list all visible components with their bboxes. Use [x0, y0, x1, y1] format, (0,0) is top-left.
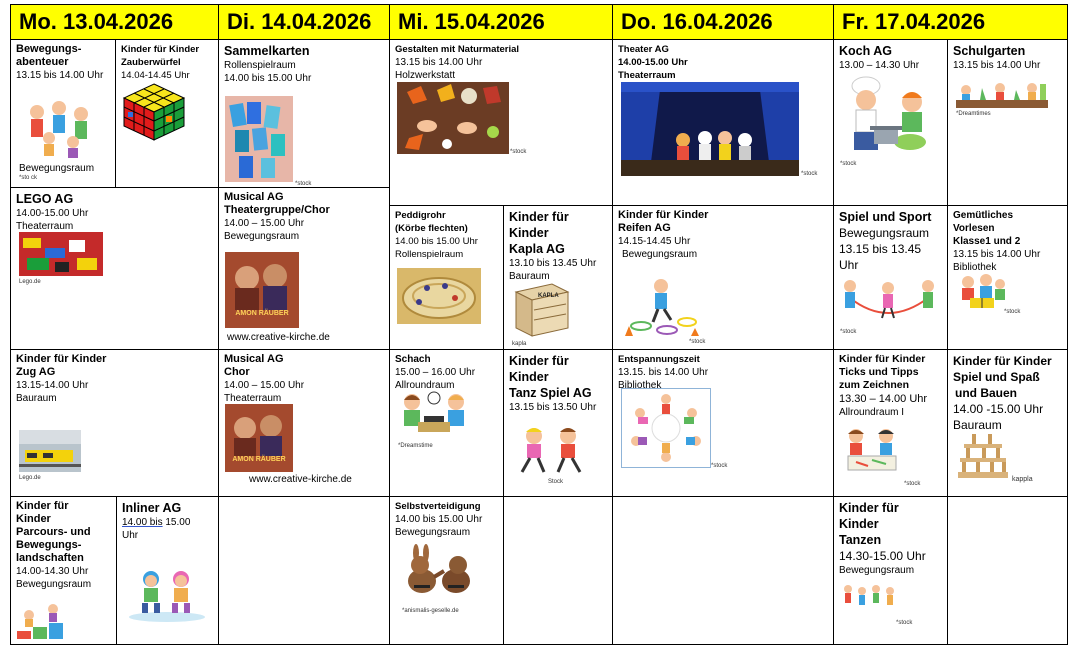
activity-schulgarten [947, 39, 1068, 206]
activity-room: Bauraum [953, 418, 1002, 432]
activity-title-2: Kinder [509, 226, 549, 240]
activity-title: Kinder für Kinder [121, 44, 200, 55]
activity-time-unit: Uhr [122, 530, 139, 541]
activity-title: Schach [395, 354, 431, 365]
activity-room: Theaterraum [224, 393, 282, 404]
activity-room: Allroundraum [395, 380, 455, 391]
activity-title-3: und Bauen [955, 386, 1017, 400]
activity-title-1: Kinder für Kinder [839, 353, 926, 365]
activity-time: 13.15 bis 14.00 Uhr [953, 60, 1041, 71]
activity-time: 14.00 bis 15.00 Uhr [395, 514, 483, 525]
activity-peddigrohr [389, 205, 504, 350]
activity-title-2: abenteuer [16, 56, 69, 68]
activity-ticks-tipps [833, 349, 948, 497]
activity-title-1: Kinder für [509, 210, 569, 224]
image-source: *stock [295, 181, 312, 187]
activity-zauberwuerfel [115, 39, 219, 188]
image-source: *Dreamstime [398, 443, 433, 449]
image-source: www.creative-kirche.de [227, 332, 330, 343]
activity-title-3: Tanzen [839, 533, 882, 547]
musical-poster-image [225, 404, 293, 472]
activity-title-2: Vorlesen [953, 223, 995, 234]
activity-spiel-sport [833, 205, 948, 350]
image-source: *stock [840, 329, 857, 335]
image-source: *stock [711, 463, 728, 469]
activity-time: 14.15-14.45 Uhr [618, 236, 691, 247]
activity-title-1: Kinder für [16, 500, 69, 512]
activity-title: Sammelkarten [224, 44, 310, 58]
activity-title-2: Kinder [509, 370, 549, 384]
kapla-box-image [512, 278, 572, 338]
poster-title: AMON RÄUBER [232, 456, 286, 463]
activity-time: 13.15 bis 14.00 Uhr [953, 249, 1041, 260]
activity-title-2: Chor [224, 366, 250, 378]
activity-title-3: Klasse1 und 2 [953, 236, 1021, 247]
activity-tanz-spiel [503, 349, 613, 497]
activity-room: Bibliothek [618, 380, 662, 391]
image-source: www.creative-kirche.de [249, 474, 352, 485]
activity-room: Bibliothek [953, 262, 997, 273]
activity-title-3: Parcours- und [16, 526, 91, 538]
jump-rope-kids-image [840, 278, 938, 324]
image-source: *anismalis-geselle.de [402, 608, 459, 614]
activity-room: Theaterraum [618, 70, 676, 81]
activity-sammelkarten [218, 39, 390, 188]
activity-title-2: Ticks und Tipps [839, 366, 919, 378]
activity-title: Entspannungszeit [618, 354, 700, 365]
activity-title-3: Kapla AG [509, 242, 565, 256]
activity-room: Bewegungsraum [16, 579, 92, 590]
activity-time: 14.04-14.45 Uhr [121, 70, 190, 81]
empty-thursday-slot [612, 496, 834, 645]
image-source: kappla [1012, 476, 1033, 483]
activity-title-5: landschaften [16, 552, 84, 564]
activity-time-end: 15.00 [165, 517, 191, 528]
activity-title-2: Zug AG [16, 366, 56, 378]
nature-crafts-image [397, 82, 509, 154]
dancing-kids-image [512, 424, 592, 476]
activity-time: 15.00 – 16.00 Uhr [395, 367, 476, 378]
activity-selbstverteidigung [389, 496, 504, 645]
activity-time: 13.00 – 14.30 Uhr [839, 60, 920, 71]
image-source: Stock [548, 479, 564, 485]
activity-title-4: Bewegungs- [16, 539, 82, 551]
activity-room: Allroundraum I [839, 407, 905, 418]
activity-room: Bewegungsraum [224, 231, 300, 242]
activity-time: 14.00-15.00 Uhr [618, 57, 688, 68]
activity-musical-chor [218, 349, 390, 497]
activity-tanzen [833, 496, 948, 645]
activity-time: 13.15 bis 14.00 Uhr [395, 57, 483, 68]
image-source: *stock [904, 481, 921, 487]
activity-title-2: Spiel und Spaß [953, 370, 1040, 384]
activity-time: 13.30 – 14.00 Uhr [839, 393, 928, 405]
activity-title: Kinder für Kinder [16, 353, 107, 365]
activity-parcours [10, 496, 117, 645]
activity-bewegungsabenteuer [10, 39, 116, 188]
empty-tuesday-slot [218, 496, 390, 645]
activity-time: 13.15-14.00 Uhr [16, 380, 89, 391]
activity-zug [10, 349, 219, 497]
activity-musical-theatergruppe [218, 187, 390, 350]
activity-title-1: Gemütliches [953, 210, 1014, 221]
activity-room: Rollenspielraum [224, 60, 296, 71]
activity-title-2: Kinder [839, 517, 879, 531]
activity-time-start: 14.00 bis [122, 517, 163, 528]
activity-title-1: Kinder für [509, 354, 569, 368]
day-header-friday: Fr. 17.04.2026 [833, 4, 1068, 40]
image-source: *stock [510, 149, 527, 155]
relaxation-circle-image [621, 388, 711, 468]
activity-title: Musical AG [224, 353, 284, 365]
rubiks-cube-image [122, 82, 186, 142]
activity-title: Peddigrohr [395, 210, 446, 221]
activity-kapla [503, 205, 613, 350]
lego-train-image [19, 430, 81, 472]
activity-room: Bauraum [16, 393, 57, 404]
activity-time: 14.30-15.00 Uhr [839, 549, 926, 563]
image-source: Lego.de [19, 475, 41, 481]
theater-stage-image [621, 82, 799, 176]
activity-title: Kinder für Kinder [618, 209, 709, 221]
activity-title-3: Tanz Spiel AG [509, 386, 592, 400]
activity-theater [612, 39, 834, 206]
children-playing-image [23, 98, 101, 158]
activity-time: 14.00 -15.00 Uhr [953, 402, 1044, 416]
hoop-game-image [621, 274, 701, 340]
activity-title: Schulgarten [953, 44, 1026, 58]
activity-koch [833, 39, 948, 206]
activity-room: Holzwerkstatt [395, 70, 456, 81]
day-header-thursday: Do. 16.04.2026 [612, 4, 834, 40]
activity-title-2: (Körbe flechten) [395, 223, 468, 234]
activity-title-3: zum Zeichnen [839, 379, 910, 391]
activity-time: 14.00 – 15.00 Uhr [224, 218, 305, 229]
activity-title: LEGO AG [16, 192, 74, 206]
activity-room: Bewegungsraum [839, 226, 930, 240]
activity-reifen [612, 205, 834, 350]
trading-cards-image [225, 96, 293, 182]
activity-schach [389, 349, 504, 497]
cooking-kids-image [840, 76, 940, 156]
dancing-group-image [840, 583, 900, 613]
image-source: *Dreamtimes [956, 111, 991, 117]
activity-room: Rollenspielraum [395, 249, 464, 260]
activity-time: 13.15 bis 13.50 Uhr [509, 402, 597, 413]
activity-room: Bewegungsraum [395, 527, 471, 538]
chess-kids-image [398, 390, 470, 440]
activity-title-1: Kinder für [839, 501, 899, 515]
activity-title: Spiel und Sport [839, 210, 932, 224]
poster-title: AMON RÄUBER [235, 310, 289, 317]
activity-gestalten [389, 39, 613, 206]
activity-title: Bewegungs- [16, 43, 82, 55]
activity-title-2: Kinder [16, 513, 51, 525]
inline-skating-kids-image [127, 567, 207, 623]
karate-animals-image [398, 541, 482, 603]
image-source: *stock [896, 620, 913, 626]
activity-title: Koch AG [839, 44, 893, 58]
day-header-monday: Mo. 13.04.2026 [10, 4, 219, 40]
image-source: *stock [689, 339, 706, 345]
activity-time: 14.00-14.30 Uhr [16, 566, 89, 577]
image-source: *sto ck [19, 175, 38, 181]
school-garden-image [956, 78, 1048, 108]
lego-bricks-image [19, 232, 103, 276]
box-label: KAPLA [538, 293, 559, 299]
activity-title: Inliner AG [122, 501, 182, 515]
activity-title: Gestalten mit Naturmaterial [395, 44, 520, 55]
activity-inliner [116, 496, 219, 645]
image-source: Lego.de [19, 279, 41, 285]
activity-title-1: Kinder für Kinder [953, 354, 1052, 368]
day-header-wednesday: Mi. 15.04.2026 [389, 4, 613, 40]
activity-time: 14.00 bis 15.00 Uhr [224, 73, 312, 84]
activity-lego [10, 187, 219, 350]
activity-room: Bewegungsraum [839, 565, 915, 576]
reading-kids-image [956, 272, 1008, 312]
activity-room: Bewegungsraum [19, 163, 95, 174]
image-source: *stock [840, 161, 857, 167]
activity-time: 13.15 bis 14.00 Uhr [16, 70, 104, 81]
image-source: *stock [1004, 309, 1021, 315]
empty-friday-slot [947, 496, 1068, 645]
activity-room: Theaterraum [16, 221, 74, 232]
activity-room: Bauraum [509, 271, 550, 282]
activity-room: Bewegungsraum [622, 249, 698, 260]
activity-title: Musical AG [224, 191, 284, 203]
activity-title-2: Reifen AG [618, 222, 671, 234]
empty-wednesday-slot [503, 496, 613, 645]
day-header-tuesday: Di. 14.04.2026 [218, 4, 390, 40]
woven-basket-image [397, 268, 481, 324]
activity-spiel-bauen [947, 349, 1068, 497]
musical-poster-image [225, 252, 299, 328]
image-source: kapla [512, 341, 527, 347]
activity-time: 14.00 – 15.00 Uhr [224, 380, 305, 391]
activity-entspannung [612, 349, 834, 497]
image-source: *stock [801, 171, 818, 177]
kapla-tower-image [956, 432, 1010, 482]
activity-title-2: Theatergruppe/Chor [224, 204, 330, 216]
activity-time: 13.10 bis 13.45 Uhr [509, 258, 597, 269]
parcours-image [15, 601, 69, 643]
activity-vorlesen [947, 205, 1068, 350]
activity-time: 13.15. bis 14.00 Uhr [618, 367, 709, 378]
activity-title-2: Zauberwürfel [121, 57, 181, 68]
activity-time: 13.15 bis 13.45 [839, 242, 922, 256]
activity-title: Theater AG [618, 44, 669, 55]
activity-time: 14.00 bis 15.00 Uhr [395, 236, 478, 247]
activity-time: 14.00-15.00 Uhr [16, 208, 89, 219]
activity-title: Selbstverteidigung [395, 501, 481, 512]
activity-time-unit: Uhr [839, 258, 859, 272]
drawing-kids-image [842, 426, 902, 474]
